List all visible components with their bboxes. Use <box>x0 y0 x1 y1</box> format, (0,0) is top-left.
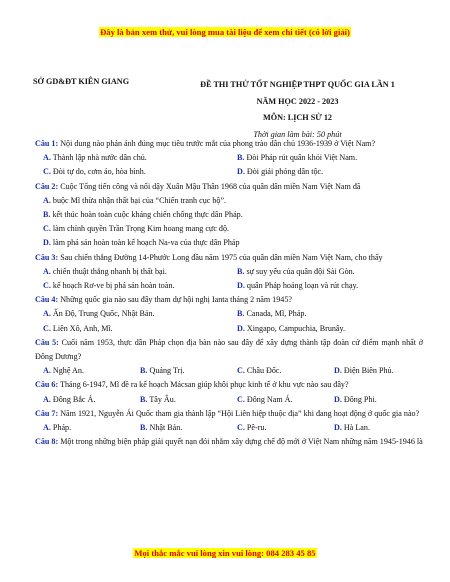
option-text: Đòi tự do, cơm áo, hòa bình. <box>52 167 146 177</box>
answer-option <box>35 322 229 336</box>
option-text: Đòi Pháp rút quân khỏi Việt Nam. <box>246 153 358 163</box>
option-letter: B. <box>237 266 245 276</box>
answer-option <box>35 194 423 208</box>
option-letter: C. <box>43 167 51 177</box>
option-text: Quảng Trị. <box>149 366 185 376</box>
question-text: Sau chiến thắng Đường 14-Phước Long đầu năm 1975 của quân dân miền Nam Việt Nam, cho thấy <box>60 252 383 262</box>
option-letter: D. <box>334 394 342 404</box>
question-text: Nội dung nào phản ánh đúng mục tiêu trước mắt của phong trào dân chủ 1936-1939 ở Việt Nam? <box>60 139 376 148</box>
answer-option <box>326 393 423 407</box>
answer-option <box>229 165 423 179</box>
question-text: Năm 1921, Nguyễn Ái Quốc tham gia thành lập “Hội Liên hiệp thuộc địa” khi đang hoạt động ở quốc gia nào? <box>60 408 420 418</box>
option-text: Xingapo, Campuchia, Brunây. <box>246 323 346 333</box>
option-letter: C. <box>43 224 51 234</box>
preview-banner <box>0 27 450 37</box>
option-text: sự suy yếu của quân đội Sài Gòn. <box>246 266 355 276</box>
option-letter: C. <box>237 423 245 433</box>
answer-option <box>326 364 423 378</box>
option-text: Ấn Độ, Trung Quốc, Nhật Bản. <box>52 309 155 319</box>
option-text: Tây Âu. <box>149 394 176 404</box>
issuing-organization: SỞ GD&ĐT KIÊN GIANG <box>33 77 130 86</box>
answer-option <box>35 208 423 222</box>
option-letter: D. <box>237 167 245 177</box>
answer-option <box>35 222 423 236</box>
option-text: Đông Bắc Á. <box>52 394 96 404</box>
question-number: Câu 2: <box>35 181 59 191</box>
question-text: Cuối năm 1953, thực dân Pháp chọn địa bàn nào sau đây để xây dựng thành tập đoàn cứ điểm mạnh nhất ở Đông Dương? <box>35 337 423 362</box>
question <box>35 137 423 151</box>
option-letter: B. <box>43 210 51 220</box>
question <box>35 180 423 194</box>
option-text: làm phá sản hoàn toàn kế hoạch Na-va của thực dân Pháp <box>52 238 240 248</box>
answer-option <box>35 265 229 279</box>
answer-option <box>229 151 423 165</box>
answer-option <box>326 421 423 435</box>
answer-option <box>35 165 229 179</box>
preview-banner-text: Đây là bản xem thử, vui lòng mua tài liệu để xem chi tiết (có lời giải) <box>100 27 350 37</box>
answer-option <box>35 421 132 435</box>
answer-option <box>132 421 229 435</box>
question <box>35 435 423 449</box>
question <box>35 378 423 392</box>
answer-option <box>229 265 423 279</box>
question-text: Tháng 6-1947, Mĩ đề ra kế hoạch Mácsan giúp khôi phục kinh tế ở khu vực nào sau đây? <box>60 380 349 390</box>
option-letter: B. <box>140 423 148 433</box>
option-text: Pháp. <box>52 423 72 433</box>
question <box>35 407 423 421</box>
question-number: Câu 7: <box>35 408 59 418</box>
option-letter: D. <box>334 423 342 433</box>
question-text: Những quốc gia nào sau đây tham dự hội nghị Ianta tháng 2 năm 1945? <box>60 295 292 305</box>
answer-options <box>35 364 423 378</box>
answer-option <box>229 307 423 321</box>
option-text: quân Pháp hoảng loạn và rút chạy. <box>246 281 359 291</box>
question-list <box>35 137 423 449</box>
question <box>35 293 423 307</box>
question <box>35 336 423 364</box>
contact-banner <box>0 548 450 558</box>
answer-options <box>35 307 423 335</box>
answer-option <box>229 421 326 435</box>
answer-option <box>229 393 326 407</box>
option-letter: B. <box>140 394 148 404</box>
option-letter: B. <box>140 366 148 376</box>
answer-options <box>35 421 423 435</box>
option-letter: C. <box>43 281 51 291</box>
option-text: Điện Biên Phủ. <box>343 366 394 376</box>
question-number: Câu 6: <box>35 380 59 390</box>
option-letter: A. <box>43 195 51 205</box>
option-text: Pê-ru. <box>246 423 267 433</box>
option-text: Canada, Mĩ, Pháp. <box>246 309 307 319</box>
exam-title-block <box>185 77 410 143</box>
option-text: Nghệ An. <box>52 366 84 376</box>
answer-option <box>35 279 229 293</box>
exam-duration: Thời gian làm bài: 50 phút <box>253 129 342 139</box>
answer-option <box>35 307 229 321</box>
option-text: Thành lập nhà nước dân chủ. <box>52 153 147 163</box>
exam-title: ĐỀ THI THỬ TỐT NGHIỆP THPT QUỐC GIA LẦN 1 <box>200 80 395 89</box>
option-text: chiến thuật thắng nhanh bị thất bại. <box>52 266 167 276</box>
option-letter: D. <box>237 323 245 333</box>
option-letter: A. <box>43 153 51 163</box>
option-text: Nhật Bản. <box>149 423 183 433</box>
subject: MÔN: LỊCH SỬ 12 <box>262 113 333 122</box>
question-number: Câu 4: <box>35 295 59 305</box>
answer-option <box>229 322 423 336</box>
option-text: Liên Xô, Anh, Mĩ. <box>52 323 113 333</box>
option-text: Đông Phi. <box>343 394 377 404</box>
option-letter: D. <box>43 238 51 248</box>
option-letter: C. <box>237 394 245 404</box>
answer-option <box>35 393 132 407</box>
option-letter: A. <box>43 423 51 433</box>
option-text: Châu Đốc. <box>246 366 282 376</box>
contact-banner-text: Mọi thắc mắc vui lòng xin vui lòng: 084 283 45 85 <box>134 548 316 558</box>
answer-options <box>35 393 423 407</box>
answer-option <box>35 151 229 165</box>
question-text: Cuộc Tổng tiến công và nổi dậy Xuân Mậu Thân 1968 của quân dân miền Nam Việt Nam đã <box>60 181 361 191</box>
question-number: Câu 8: <box>35 437 59 447</box>
question-number: Câu 5: <box>35 337 59 347</box>
option-text: kế hoạch Rơ-ve bị phá sản hoàn toàn. <box>52 281 175 291</box>
answer-option <box>132 364 229 378</box>
option-letter: A. <box>43 394 51 404</box>
answer-option <box>229 279 423 293</box>
question-number: Câu 1: <box>35 139 59 148</box>
option-letter: C. <box>237 366 245 376</box>
answer-option <box>35 364 132 378</box>
answer-options <box>35 151 423 179</box>
answer-option <box>35 236 423 250</box>
answer-options <box>35 265 423 293</box>
option-text: Đông Nam Á. <box>246 394 293 404</box>
option-letter: B. <box>237 153 245 163</box>
option-letter: A. <box>43 266 51 276</box>
question-number: Câu 3: <box>35 252 59 262</box>
option-letter: A. <box>43 366 51 376</box>
option-letter: B. <box>237 309 245 319</box>
option-letter: D. <box>237 281 245 291</box>
answer-option <box>229 364 326 378</box>
option-letter: A. <box>43 309 51 319</box>
answer-options <box>35 194 423 251</box>
option-letter: D. <box>334 366 342 376</box>
option-text: kết thúc hoàn toàn cuộc kháng chiến chống thực dân Pháp. <box>52 210 243 220</box>
option-text: làm chính quyền Trần Trọng Kim hoang mang cực độ. <box>52 224 230 234</box>
option-text: Hà Lan. <box>343 423 370 433</box>
question-text: Một trong những biện pháp giải quyết nạn đói nhằm xây dựng chế độ mới ở Việt Nam những năm 1945-1946 là <box>60 437 423 447</box>
option-letter: C. <box>43 323 51 333</box>
question <box>35 251 423 265</box>
option-text: Đòi giải phóng dân tộc. <box>246 167 324 177</box>
school-year: NĂM HỌC 2022 - 2023 <box>256 96 339 106</box>
answer-option <box>132 393 229 407</box>
option-text: buộc Mĩ thừa nhận thất bại của “Chiến tranh cục bộ”. <box>52 195 227 205</box>
